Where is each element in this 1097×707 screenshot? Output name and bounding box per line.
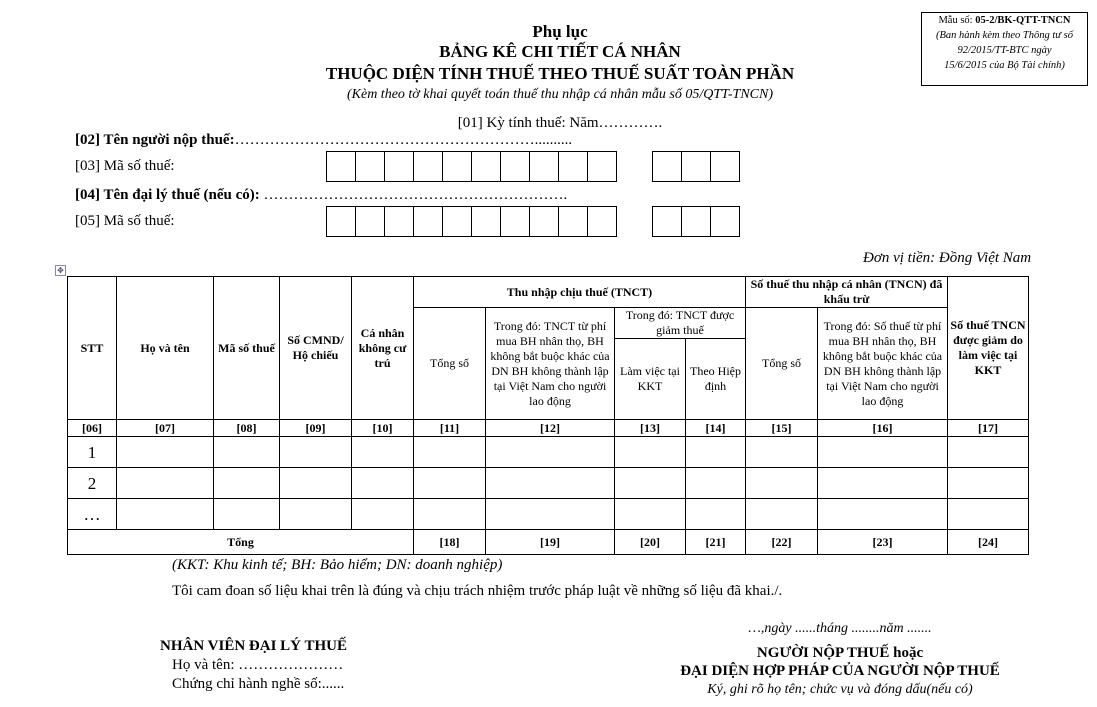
row-number: 2 [68, 468, 117, 499]
attachment-note: (Kèm theo tờ khai quyết toán thuế thu nhập cá nhân mẫu số 05/QTT-TNCN) [346, 87, 774, 102]
col-id: Số CMND/ Hộ chiếu [280, 277, 352, 420]
table-row[interactable] [68, 468, 1029, 499]
signer-title-1: NGƯỜI NỘP THUẾ hoặc [756, 645, 924, 661]
abbreviations-note: (KKT: Khu kinh tế; BH: Bảo hiểm; DN: doanh nghiệp) [172, 557, 503, 573]
col-total: Tổng số [414, 308, 486, 420]
code-cell: [18] [414, 530, 486, 555]
code-cell: [15] [746, 420, 818, 437]
agent-name[interactable]: Họ và tên: ………………… [172, 657, 344, 673]
tax-period[interactable]: [01] Kỳ tính thuế: Năm…………. [457, 115, 663, 131]
taxpayer-name-label: [02] Tên người nộp thuế: [75, 132, 235, 148]
code-cell: [10] [352, 420, 414, 437]
col-treaty: Theo Hiệp định [686, 339, 746, 420]
form-code: 05-2/BK-QTT-TNCN [975, 15, 1071, 26]
col-withheld: Số thuế thu nhập cá nhân (TNCN) đã khấu trừ [746, 277, 948, 308]
page-title: BẢNG KÊ CHI TIẾT CÁ NHÂN [439, 42, 681, 61]
taxpayer-name-field[interactable]: …………………………………………………….......... [234, 132, 573, 148]
col-reduced: Trong đó: TNCT được giảm thuế [615, 308, 746, 339]
code-cell: [24] [948, 530, 1029, 555]
appendix-title: Phụ lục [532, 22, 588, 41]
col-insurance-income: Trong đó: TNCT từ phí mua BH nhân thọ, BH không bắt buộc khác của DN BH không thành lập tại Việt Nam cho người lao động [486, 308, 615, 420]
table-row[interactable] [68, 499, 1029, 530]
code-cell: [14] [686, 420, 746, 437]
table-move-handle-icon[interactable]: ✥ [55, 265, 66, 276]
agent-tax-code-suffix-boxes[interactable] [652, 206, 740, 237]
code-cell: [17] [948, 420, 1029, 437]
agent-name-field[interactable]: ……………………………………………………. [259, 187, 568, 203]
total-row [68, 530, 1029, 555]
col-insurance-tax: Trong đó: Số thuế từ phí mua BH nhân thọ, BH không bắt buộc khác của DN BH không thành lập tại Việt Nam cho người lao động [818, 308, 948, 420]
code-cell: [21] [686, 530, 746, 555]
form-note: 15/6/2015 của Bộ Tài chính) [944, 60, 1065, 71]
code-cell: [20] [615, 530, 686, 555]
row-number: … [68, 499, 117, 530]
detail-table [67, 276, 1029, 555]
code-cell: [09] [280, 420, 352, 437]
col-reduced-tax: Số thuế TNCN được giảm do làm việc tại KKT [948, 277, 1029, 420]
sign-date[interactable]: …,ngày ......tháng ........năm ....... [748, 621, 932, 636]
col-tax-code: Mã số thuế [214, 277, 280, 420]
row-number: 1 [68, 437, 117, 468]
declaration: Tôi cam đoan số liệu khai trên là đúng và chịu trách nhiệm trước pháp luật về những số liệu đã khai./. [172, 583, 783, 599]
code-cell: [19] [486, 530, 615, 555]
code-cell: [16] [818, 420, 948, 437]
code-cell: [22] [746, 530, 818, 555]
code-cell: [08] [214, 420, 280, 437]
col-stt: STT [68, 277, 117, 420]
col-taxable-income: Thu nhập chịu thuế (TNCT) [414, 277, 746, 308]
agent-name-label: [04] Tên đại lý thuế (nếu có): [75, 187, 260, 203]
tax-code-label: [03] Mã số thuế: [75, 158, 175, 174]
form-note: (Ban hành kèm theo Thông tư số [936, 30, 1073, 41]
total-label: Tổng [68, 530, 414, 555]
agent-title: NHÂN VIÊN ĐẠI LÝ THUẾ [160, 638, 347, 654]
col-kkt: Làm việc tại KKT [615, 339, 686, 420]
form-note: 92/2015/TT-BTC ngày [957, 45, 1052, 56]
col-name: Họ và tên [117, 277, 214, 420]
tax-code-boxes[interactable] [326, 151, 617, 182]
form-label: Mẫu số: [938, 15, 976, 26]
col-total-tax: Tổng số [746, 308, 818, 420]
agent-tax-code-label: [05] Mã số thuế: [75, 213, 175, 229]
agent-tax-code-boxes[interactable] [326, 206, 617, 237]
code-cell: [12] [486, 420, 615, 437]
col-nonresident: Cá nhân không cư trú [352, 277, 414, 420]
signer-title-2: ĐẠI DIỆN HỢP PHÁP CỦA NGƯỜI NỘP THUẾ [680, 663, 1000, 679]
sign-note: Ký, ghi rõ họ tên; chức vụ và đóng dấu(nếu có) [707, 682, 973, 697]
currency-unit: Đơn vị tiền: Đồng Việt Nam [863, 250, 1032, 266]
agent-certificate[interactable]: Chứng chỉ hành nghề số:...... [172, 676, 345, 692]
tax-code-suffix-boxes[interactable] [652, 151, 740, 182]
page-subtitle: THUỘC DIỆN TÍNH THUẾ THEO THUẾ SUẤT TOÀN PHẦN [325, 64, 795, 83]
code-cell: [23] [818, 530, 948, 555]
code-cell: [07] [117, 420, 214, 437]
table-row[interactable] [68, 437, 1029, 468]
code-cell: [06] [68, 420, 117, 437]
code-cell: [11] [414, 420, 486, 437]
code-cell: [13] [615, 420, 686, 437]
